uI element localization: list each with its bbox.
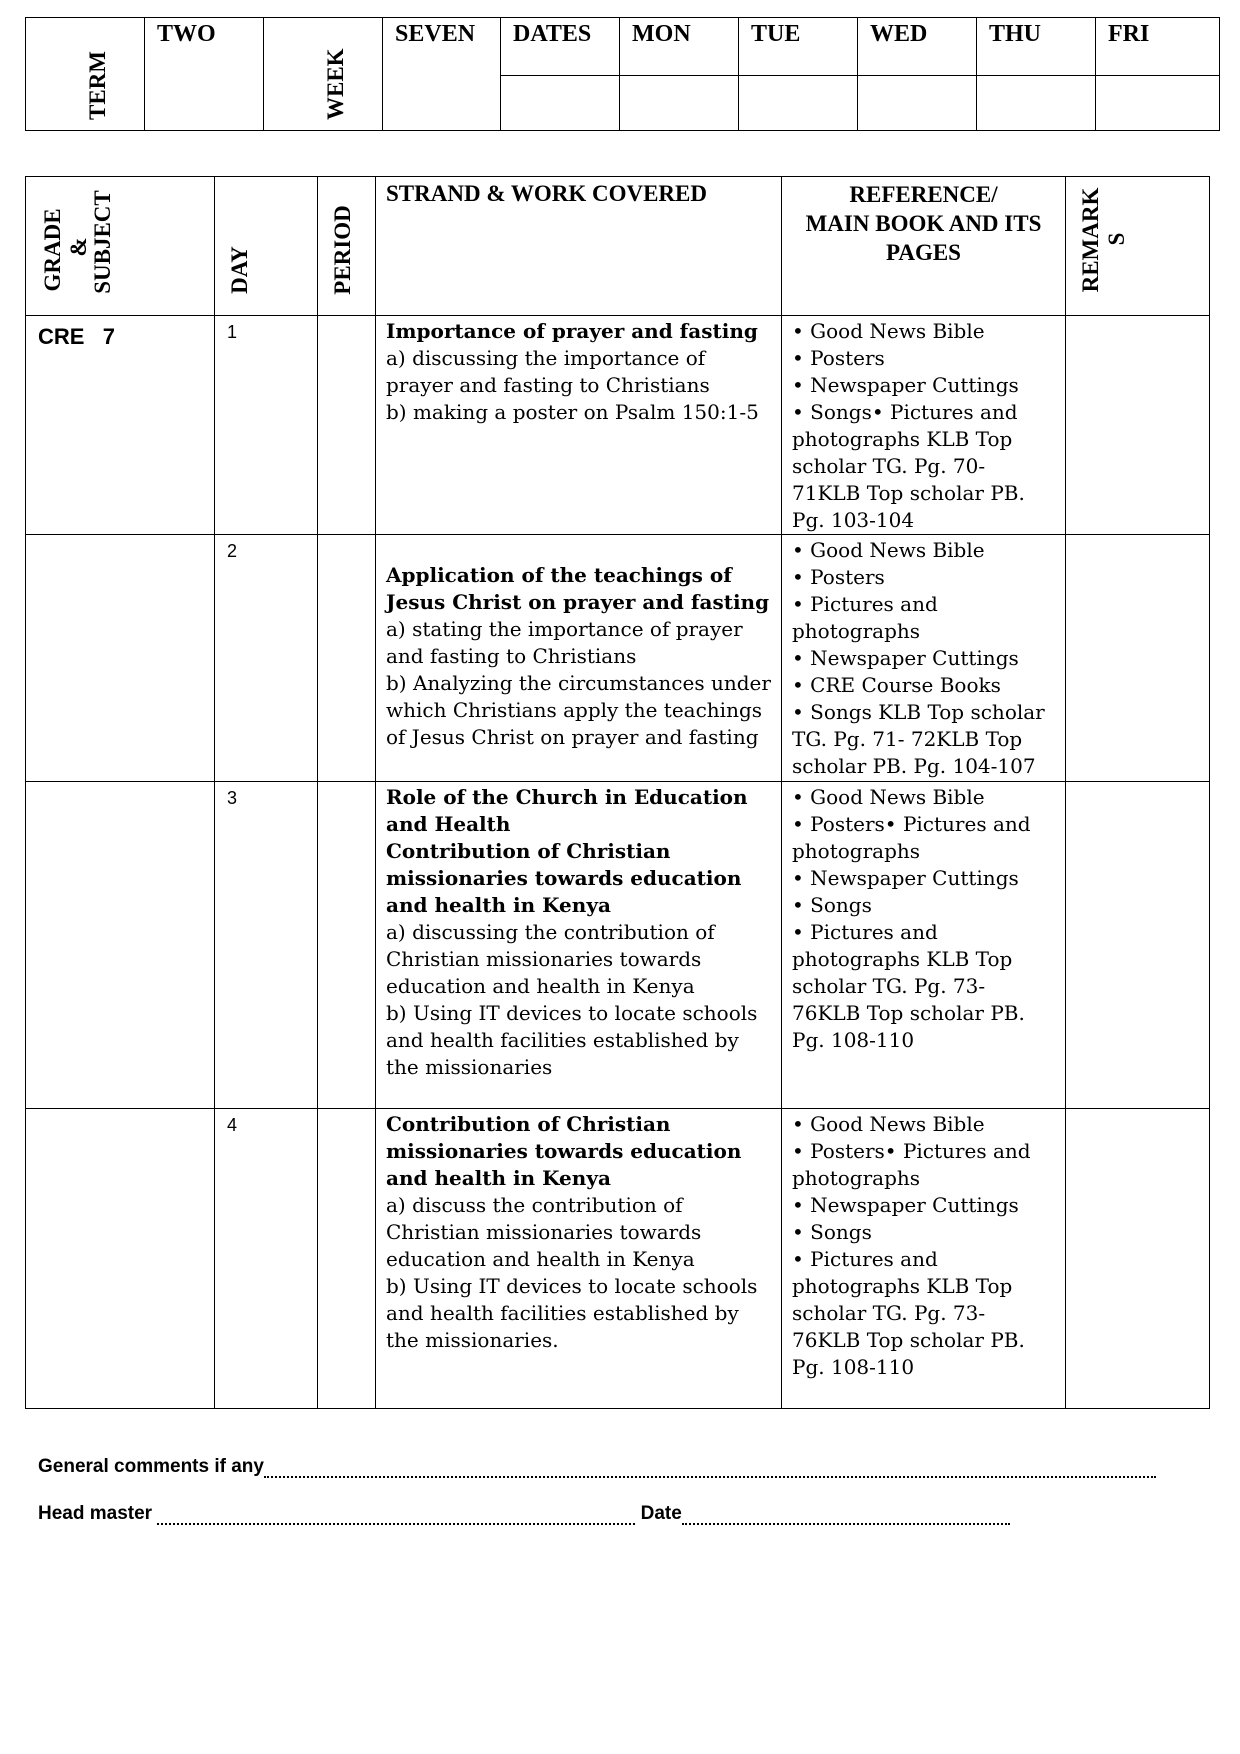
tue-date-cell bbox=[739, 76, 858, 131]
day-header bbox=[215, 177, 318, 316]
remarks-header-label-1: REMARK bbox=[1078, 187, 1103, 293]
fri-date-cell bbox=[1096, 76, 1220, 131]
period-header bbox=[318, 177, 376, 316]
reference-item: • Newspaper Cuttings bbox=[792, 646, 1019, 670]
reference-item: • Good News Bible bbox=[792, 785, 985, 809]
reference-item: • Pictures and photographs bbox=[792, 592, 938, 643]
reference-item: • Posters• Pictures and photographs bbox=[792, 812, 1031, 863]
grade-header-label: GRADE bbox=[40, 208, 65, 292]
strand-title: Application of the teachings of Jesus Christ on prayer and fasting bbox=[386, 563, 770, 614]
date-label: Date bbox=[640, 1503, 682, 1524]
week-label-cell bbox=[264, 18, 383, 131]
reference-item: • Songs KLB Top scholar TG. Pg. 71- 72KLB Top scholar PB. Pg. 104-107 bbox=[792, 700, 1045, 778]
grade-subject-cell bbox=[26, 782, 215, 1109]
reference-cell bbox=[782, 1109, 1066, 1409]
strand-body-line: b) Using IT devices to locate schools and health facilities established by the missionaries bbox=[386, 1001, 758, 1079]
day-thu: THU bbox=[977, 18, 1096, 76]
strand-body-line: b) Using IT devices to locate schools and health facilities established by the missionaries. bbox=[386, 1274, 758, 1352]
period-cell bbox=[318, 782, 376, 1109]
strand-header: STRAND & WORK COVERED bbox=[376, 177, 782, 316]
strand-subtitle: Contribution of Christian missionaries towards education and health in Kenya bbox=[386, 839, 742, 917]
reference-cell bbox=[782, 535, 1066, 782]
reference-item: • CRE Course Books bbox=[792, 673, 1001, 697]
strand-body-line: a) discussing the contribution of Christian missionaries towards education and health in Kenya bbox=[386, 920, 715, 998]
remarks-cell bbox=[1066, 782, 1210, 1109]
table-header-row bbox=[26, 177, 1210, 316]
thu-date-cell bbox=[977, 76, 1096, 131]
term-value: TWO bbox=[145, 18, 264, 131]
period-cell bbox=[318, 1109, 376, 1409]
term-label-cell bbox=[26, 18, 145, 131]
strand-cell bbox=[376, 535, 782, 782]
reference-item: • Posters bbox=[792, 565, 885, 589]
strand-cell bbox=[376, 782, 782, 1109]
strand-body-line: b) making a poster on Psalm 150:1-5 bbox=[386, 400, 759, 424]
reference-header-line-2: MAIN BOOK AND ITS bbox=[805, 211, 1042, 236]
day-cell: 4 bbox=[215, 1109, 318, 1409]
week-label: WEEK bbox=[323, 48, 348, 120]
remarks-header bbox=[1066, 177, 1210, 316]
grade-subject-header bbox=[26, 177, 215, 316]
remarks-cell bbox=[1066, 535, 1210, 782]
headmaster-line bbox=[38, 1503, 1010, 1525]
table-row bbox=[26, 535, 1210, 782]
day-cell: 2 bbox=[215, 535, 318, 782]
remarks-header-label-2: S bbox=[1104, 232, 1129, 246]
scheme-of-work-table bbox=[25, 176, 1210, 1409]
dates-label: DATES bbox=[501, 18, 620, 76]
reference-item: • Pictures and photographs KLB Top scholar TG. Pg. 73- 76KLB Top scholar PB. Pg. 108-110 bbox=[792, 1247, 1025, 1379]
day-wed: WED bbox=[858, 18, 977, 76]
reference-item: • Songs bbox=[792, 893, 872, 917]
period-header-label: PERIOD bbox=[330, 205, 355, 295]
headmaster-label: Head master bbox=[38, 1503, 153, 1524]
date-field[interactable] bbox=[682, 1509, 1010, 1525]
reference-header bbox=[782, 177, 1066, 316]
reference-item: • Pictures and photographs KLB Top scholar TG. Pg. 73- 76KLB Top scholar PB. Pg. 108-110 bbox=[792, 920, 1025, 1052]
reference-item: • Newspaper Cuttings bbox=[792, 1193, 1019, 1217]
strand-title: Contribution of Christian missionaries towards education and health in Kenya bbox=[386, 1112, 742, 1190]
reference-header-line-1: REFERENCE/ bbox=[849, 182, 998, 207]
mon-date-cell bbox=[620, 76, 739, 131]
period-cell bbox=[318, 535, 376, 782]
subject-header-label: SUBJECT bbox=[90, 190, 115, 294]
amp-header-label: & bbox=[66, 237, 91, 257]
strand-body-line: a) discussing the importance of prayer and fasting to Christians bbox=[386, 346, 710, 397]
strand-cell bbox=[376, 316, 782, 535]
grade-subject-cell bbox=[26, 535, 215, 782]
grade-subject-cell: CRE 7 bbox=[26, 316, 215, 535]
strand-body-line: a) discuss the contribution of Christian missionaries towards education and health in Kenya bbox=[386, 1193, 702, 1271]
table-row bbox=[26, 782, 1210, 1109]
dates-value-cell bbox=[501, 76, 620, 131]
period-cell bbox=[318, 316, 376, 535]
reference-item: • Songs bbox=[792, 1220, 872, 1244]
day-mon: MON bbox=[620, 18, 739, 76]
reference-item: • Posters• Pictures and photographs bbox=[792, 1139, 1031, 1190]
reference-item: • Good News Bible bbox=[792, 319, 985, 343]
reference-item: • Good News Bible bbox=[792, 1112, 985, 1136]
remarks-cell bbox=[1066, 1109, 1210, 1409]
table-row bbox=[26, 316, 1210, 535]
reference-item: • Good News Bible bbox=[792, 538, 985, 562]
grade-subject-cell bbox=[26, 1109, 215, 1409]
day-tue: TUE bbox=[739, 18, 858, 76]
table-row bbox=[26, 1109, 1210, 1409]
day-cell: 3 bbox=[215, 782, 318, 1109]
strand-cell bbox=[376, 1109, 782, 1409]
remarks-cell bbox=[1066, 316, 1210, 535]
reference-item: • Newspaper Cuttings bbox=[792, 373, 1019, 397]
day-fri: FRI bbox=[1096, 18, 1220, 76]
week-value: SEVEN bbox=[383, 18, 501, 131]
strand-title: Importance of prayer and fasting bbox=[386, 319, 758, 343]
headmaster-signature-field[interactable] bbox=[157, 1509, 635, 1525]
strand-body-line: b) Analyzing the circumstances under which Christians apply the teachings of Jesus Christ on prayer and fasting bbox=[386, 671, 771, 749]
strand-title: Role of the Church in Education and Health bbox=[386, 785, 748, 836]
general-comments-label: General comments if any bbox=[38, 1456, 264, 1477]
reference-item: • Newspaper Cuttings bbox=[792, 866, 1019, 890]
reference-cell bbox=[782, 782, 1066, 1109]
wed-date-cell bbox=[858, 76, 977, 131]
reference-cell bbox=[782, 316, 1066, 535]
day-header-label: DAY bbox=[227, 246, 252, 294]
day-cell: 1 bbox=[215, 316, 318, 535]
reference-item: • Songs• Pictures and photographs KLB Top scholar TG. Pg. 70- 71KLB Top scholar PB. Pg. 103-104 bbox=[792, 400, 1025, 532]
reference-header-line-3: PAGES bbox=[886, 240, 961, 265]
strand-body-line: a) stating the importance of prayer and fasting to Christians bbox=[386, 617, 743, 668]
general-comments-field[interactable] bbox=[264, 1462, 1156, 1478]
general-comments-line bbox=[38, 1456, 1156, 1478]
term-week-table bbox=[25, 17, 1220, 131]
term-label: TERM bbox=[85, 51, 110, 120]
reference-item: • Posters bbox=[792, 346, 885, 370]
